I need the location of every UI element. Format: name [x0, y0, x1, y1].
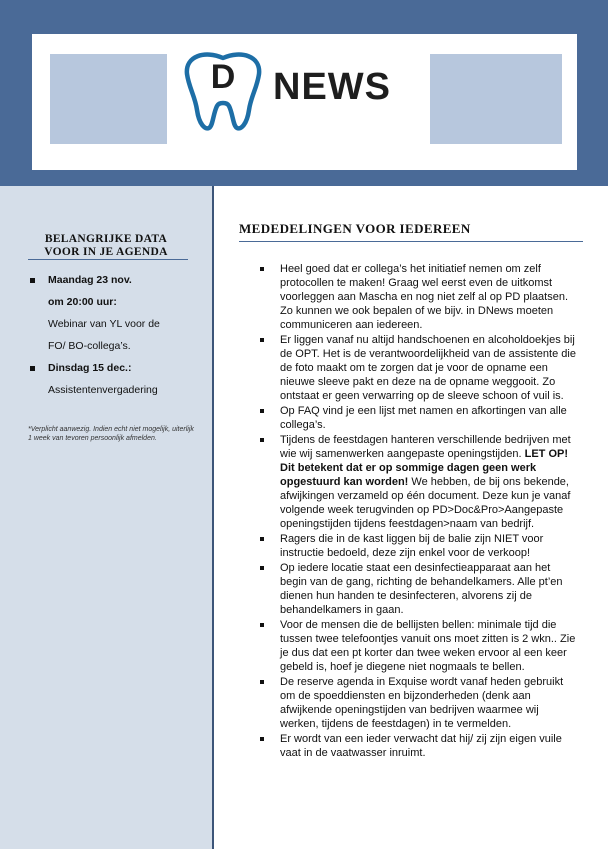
- sidebar-divider: [28, 259, 188, 260]
- header-bar-right: [430, 54, 562, 144]
- agenda-line: Dinsdag 15 dec.:: [48, 362, 132, 374]
- agenda-bullet: [30, 278, 35, 283]
- agenda-line: Maandag 23 nov.: [48, 274, 132, 286]
- sidebar-note: *Verplicht aanwezig. Indien echt niet mogelijk, uiterlijk 1 week van tevoren persoonlijk afmelden.: [28, 426, 194, 442]
- agenda-line: Assistentenvergadering: [48, 384, 158, 396]
- list-item: [258, 532, 578, 560]
- list-item-text: Er liggen vanaf nu altijd handschoenen en alcoholdoekjes bij de OPT. Het is de verantwoordelijkheid van de assistente die de foto maakt om te zorgen dat je voor de opname een nieuwe sleeve pakt en deze na de opname weggooit. Zo ontstaat er geen verwarring op de sleeve schoon of vuil is.: [280, 334, 576, 402]
- agenda-line: om 20:00 uur:: [48, 296, 117, 308]
- list-item: [258, 675, 578, 731]
- list-item: [258, 333, 578, 403]
- list-item-text: Heel goed dat er collega’s het initiatief nemen om zelf protocollen te maken! Graag wel eerst even de uitkomst voorleggen aan Mascha en nog niet zelf al op PD plaatsen. Zo kunnen we ook bepalen of we bijv. in DNews moeten communiceren aan iedereen.: [280, 263, 569, 331]
- header-bar-left: [50, 54, 180, 144]
- list-item-text: Op iedere locatie staat een desinfectieapparaat aan het begin van de gang, richting de behandelkamers. Alle pt’en dienen hun handen te desinfecteren, alvorens zij de behandelkamers in gaan.: [280, 562, 563, 616]
- agenda-line: FO/ BO-collega’s.: [48, 340, 131, 352]
- list-item: [258, 404, 578, 432]
- list-item-text: De reserve agenda in Exquise wordt vanaf heden gebruikt om de spoeddiensten en bijzonderheden (denk aan afwijkende openingstijden van bedrijven waarmee wij werken, tijdens de feestdagen) in te vermelden.: [280, 676, 564, 730]
- list-item: [258, 732, 578, 760]
- list-item-text: Er wordt van een ieder verwacht dat hij/ zij zijn eigen vuile vaat in de vaatwasser inruimt.: [280, 733, 562, 759]
- list-item: [258, 561, 578, 617]
- header-panel: [32, 34, 577, 170]
- logo-letter: D: [210, 58, 236, 96]
- logo-text: NEWS: [273, 66, 391, 108]
- sidebar: [0, 186, 214, 849]
- list-item-text: Tijdens de feestdagen hanteren verschillende bedrijven met wie wij samenwerken aangepaste openingstijden.: [280, 434, 571, 460]
- announcement-list: [258, 262, 578, 761]
- list-item-emphasis: LET OP! Dit betekent dat er op sommige dagen geen werk opgestuurd kan worden!: [280, 448, 568, 488]
- list-item-text: We hebben, de bij ons bekende, afwijkingen verzameld op één document. Deze kun je vanaf volgende week terugvinden op PD>Doc&Pro>Aangepaste openingstijden tijdens feestdagen>naam van bedrijf.: [280, 476, 571, 530]
- list-item-text: Ragers die in de kast liggen bij de balie zijn NIET voor instructie bedoeld, deze zijn enkel voor de verkoop!: [280, 533, 544, 559]
- sidebar-title: [26, 233, 186, 259]
- list-item: [258, 433, 578, 531]
- list-item: [258, 618, 578, 674]
- agenda-bullet: [30, 366, 35, 371]
- list-item-text: Voor de mensen die de bellijsten bellen: minimale tijd die tussen twee telefoontjes vanuit ons moet zitten is 2 wkn.. Zie je dus dat een pt korter dan twee weken ervoor al een keer gebeld is, hoef je diegene niet nogmaals te bellen.: [280, 619, 576, 673]
- agenda-line: Webinar van YL voor de: [48, 318, 160, 330]
- tooth-icon: [177, 48, 269, 132]
- list-item: [258, 262, 578, 332]
- page-title: MEDEDELINGEN VOOR IEDEREEN: [239, 221, 471, 236]
- title-divider: [239, 241, 583, 242]
- header-band: [0, 0, 608, 186]
- logo: [167, 34, 422, 148]
- sidebar-title-line2: VOOR IN JE AGENDA: [44, 246, 168, 258]
- list-item-text: Op FAQ vind je een lijst met namen en afkortingen van alle collega’s.: [280, 405, 567, 431]
- sidebar-title-line1: BELANGRIJKE DATA: [44, 233, 168, 245]
